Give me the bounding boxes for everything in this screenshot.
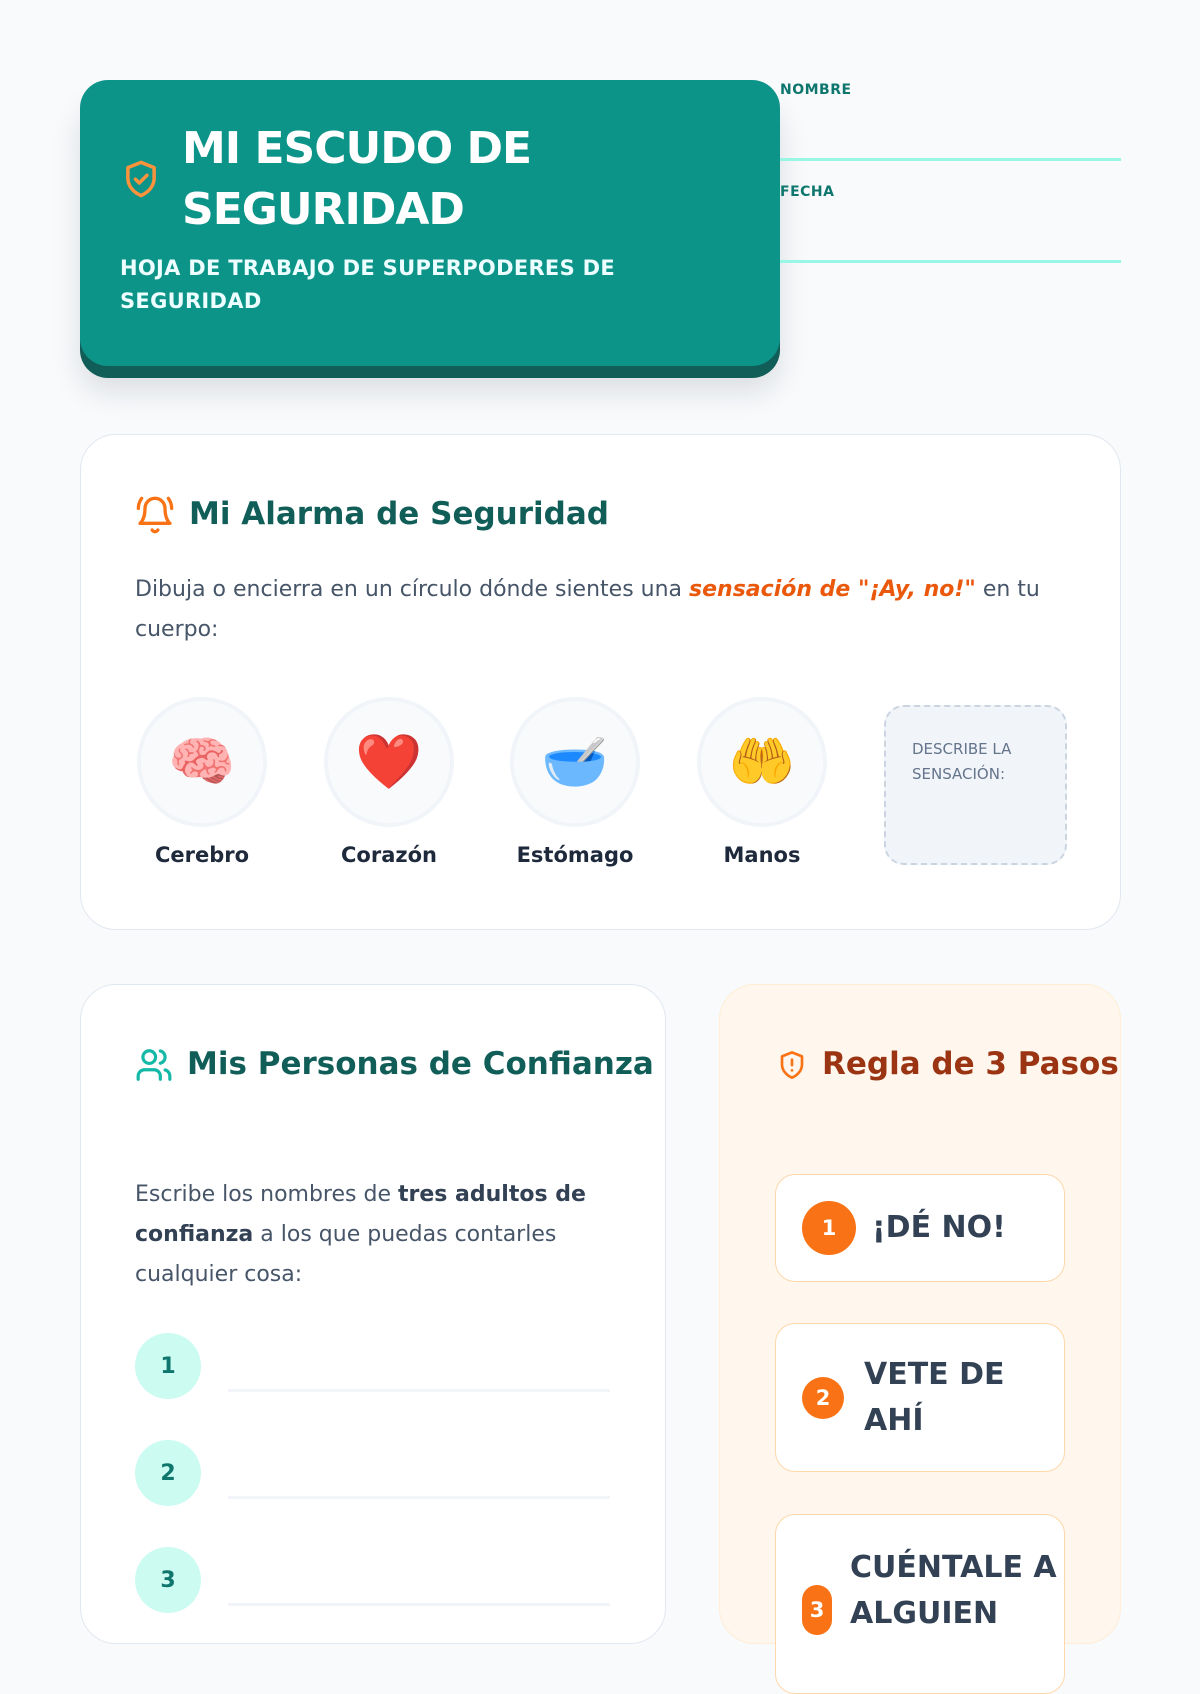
- name-write-line[interactable]: [780, 158, 1121, 161]
- number-badge: 1: [135, 1333, 201, 1399]
- body-part-stomach[interactable]: [510, 697, 640, 867]
- number-badge: 3: [135, 1547, 201, 1613]
- date-write-line[interactable]: [780, 260, 1121, 263]
- step-card-2: [775, 1323, 1065, 1472]
- body-part-label: Estómago: [516, 843, 634, 867]
- alarm-text-end: en tu cuerpo:: [135, 577, 1040, 642]
- alarm-text-highlight: sensación de "¡Ay, no!": [689, 577, 976, 602]
- step-text: CUÉNTALE A ALGUIEN: [850, 1550, 1057, 1631]
- alarm-text-start: Dibuja o encierra en un círculo dónde sientes una: [135, 577, 690, 602]
- step-number: 2: [802, 1377, 844, 1419]
- people-text-start: Escribe los nombres de: [135, 1182, 398, 1207]
- body-part-heart[interactable]: [324, 697, 454, 867]
- people-title: Mis Personas de Confianza: [187, 1046, 654, 1082]
- name-field[interactable]: [780, 82, 1121, 98]
- trusted-person-row[interactable]: [135, 1440, 615, 1506]
- alarm-instructions: [135, 570, 1065, 650]
- body-part-brain[interactable]: [137, 697, 267, 867]
- describe-feeling-box[interactable]: [884, 705, 1067, 865]
- trusted-people-card: [80, 984, 666, 1644]
- users-icon: [135, 1046, 173, 1084]
- people-text-end: a los que puedas contarles cualquier cosa:: [135, 1222, 557, 1287]
- describe-feeling-label: DESCRIBE LA SENSACIÓN:: [912, 740, 1012, 783]
- brain-icon: 🧠: [137, 697, 267, 827]
- step-text: ¡DÉ NO!: [872, 1210, 1006, 1245]
- banner-title-row: [120, 118, 740, 240]
- shield-check-icon: [120, 158, 162, 200]
- trusted-person-row[interactable]: [135, 1547, 615, 1613]
- step-text: VETE DE AHÍ: [864, 1356, 1005, 1438]
- step-card-1: [775, 1174, 1065, 1282]
- header-banner: [80, 80, 780, 366]
- shield-alert-icon: [776, 1049, 808, 1081]
- body-part-hands[interactable]: [697, 697, 827, 867]
- name-label: NOMBRE: [780, 82, 852, 98]
- date-field[interactable]: [780, 184, 1121, 200]
- people-instructions: [135, 1175, 625, 1295]
- page-subtitle: HOJA DE TRABAJO DE SUPERPODERES DE SEGURIDAD: [120, 256, 615, 313]
- body-part-label: Manos: [723, 843, 801, 867]
- body-part-label: Cerebro: [154, 843, 250, 867]
- open-hands-icon: 🤲: [697, 697, 827, 827]
- three-step-rule-card: [719, 984, 1121, 1644]
- body-part-label: Corazón: [341, 843, 437, 867]
- page-title: MI ESCUDO DE SEGURIDAD: [182, 123, 532, 235]
- bell-ring-icon: [135, 495, 175, 535]
- step-card-3: [775, 1514, 1065, 1694]
- rule-title: Regla de 3 Pasos: [822, 1046, 1119, 1082]
- write-line[interactable]: [228, 1603, 610, 1606]
- write-line[interactable]: [228, 1496, 610, 1499]
- alarm-title: Mi Alarma de Seguridad: [189, 496, 609, 532]
- step-number: 1: [802, 1201, 856, 1255]
- bowl-icon: 🥣: [510, 697, 640, 827]
- safety-alarm-card: [80, 434, 1121, 930]
- people-text-bold: tres adultos de confianza: [135, 1182, 586, 1247]
- write-line[interactable]: [228, 1389, 610, 1392]
- rule-header: [776, 1041, 1119, 1088]
- alarm-header: [135, 491, 609, 538]
- people-header: [135, 1041, 654, 1088]
- trusted-person-row[interactable]: [135, 1333, 615, 1399]
- step-number: 3: [802, 1585, 832, 1635]
- heart-icon: ❤️: [324, 697, 454, 827]
- date-label: FECHA: [780, 184, 835, 200]
- number-badge: 2: [135, 1440, 201, 1506]
